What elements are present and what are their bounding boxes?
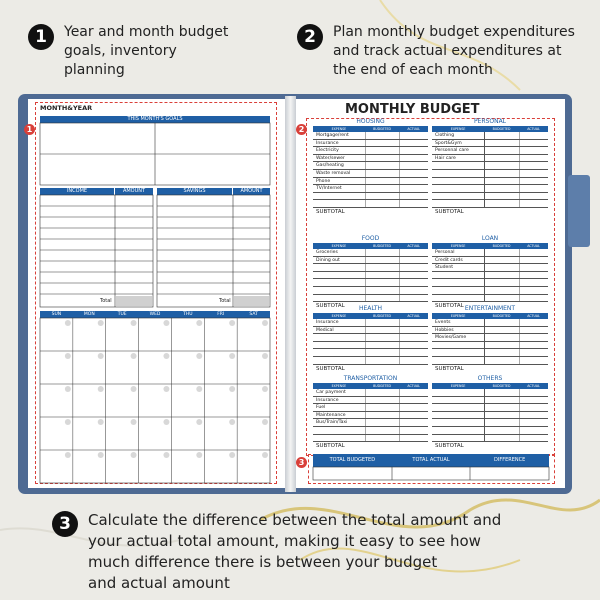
column-label: ACTUAL <box>527 127 540 131</box>
expense-row[interactable]: Insurance <box>313 319 428 327</box>
column-label: BUDGETED <box>492 244 511 248</box>
column-label: EXPENSE <box>331 244 347 248</box>
expense-row[interactable]: Waste removal <box>313 170 428 178</box>
column-label: EXPENSE <box>450 127 466 131</box>
expense-row[interactable]: Credit cards <box>432 257 548 265</box>
expense-row[interactable]: Student <box>432 264 548 272</box>
expense-row[interactable]: Gas/heating <box>313 162 428 170</box>
income-header: INCOME <box>40 188 114 195</box>
callout-number-3: 3 <box>52 511 78 537</box>
column-label: BUDGETED <box>492 127 511 131</box>
savings-header: SAVINGS <box>157 188 232 195</box>
expense-row[interactable] <box>432 287 548 295</box>
expense-row[interactable] <box>432 412 548 420</box>
callout-2 <box>297 23 575 80</box>
expense-row[interactable]: Electricity <box>313 147 428 155</box>
subtotal-label: SUBTOTAL <box>435 209 464 215</box>
savings-total-label: Total <box>219 298 231 304</box>
callout-3 <box>52 510 501 594</box>
expense-row[interactable] <box>313 279 428 287</box>
subtotal-label: SUBTOTAL <box>316 303 345 310</box>
column-label: EXPENSE <box>331 127 347 131</box>
expense-row[interactable] <box>313 342 428 350</box>
expense-row[interactable] <box>313 200 428 208</box>
expense-row[interactable]: Phone <box>313 178 428 186</box>
subtotal-label: SUBTOTAL <box>435 365 464 372</box>
income-grid <box>40 195 153 307</box>
column-label: BUDGETED <box>492 384 511 388</box>
expense-row[interactable]: Water/sewer <box>313 155 428 163</box>
month-year-label: MONTH&YEAR <box>40 104 93 112</box>
subtotal-label: SUBTOTAL <box>435 303 464 310</box>
expense-row[interactable] <box>432 200 548 208</box>
expense-row[interactable] <box>313 193 428 201</box>
expense-row[interactable]: Maintenance <box>313 412 428 420</box>
totals-bar <box>313 454 549 467</box>
expense-row[interactable] <box>432 419 548 427</box>
savings-amount-header: AMOUNT <box>233 188 270 195</box>
column-label: ACTUAL <box>407 384 420 388</box>
column-label: BUDGETED <box>373 314 391 318</box>
totals-grid <box>313 467 549 480</box>
callout-number-1: 1 <box>28 24 54 50</box>
marker-3: 3 <box>296 457 307 468</box>
calendar-grid <box>40 318 270 483</box>
callout-text-3: Calculate the difference between the total amount and your actual total amount, making it easy to see how much difference there is between your budget and actual amount <box>88 511 502 592</box>
expense-row[interactable]: Medical <box>313 327 428 335</box>
expense-row[interactable] <box>432 357 548 365</box>
section-title: TRANSPORTATION <box>343 375 398 382</box>
expense-row[interactable] <box>432 342 548 350</box>
column-label: BUDGETED <box>373 127 391 131</box>
budget-section-food <box>313 235 428 311</box>
column-label: ACTUAL <box>407 244 420 248</box>
expense-row[interactable] <box>432 193 548 201</box>
budget-section-others <box>432 375 548 451</box>
section-title: HEALTH <box>358 305 383 312</box>
column-label: ACTUAL <box>407 314 420 318</box>
column-label: ACTUAL <box>527 314 540 318</box>
expense-row[interactable]: TV/Internet <box>313 185 428 193</box>
total-budgeted-label: TOTAL BUDGETED <box>329 457 376 463</box>
callout-number-2: 2 <box>297 24 323 50</box>
column-label: EXPENSE <box>331 384 347 388</box>
expense-row[interactable] <box>432 162 548 170</box>
expense-row[interactable] <box>432 185 548 193</box>
column-label: ACTUAL <box>407 127 420 131</box>
budget-section-personal <box>432 118 548 217</box>
expense-row[interactable]: Clothing <box>432 132 548 140</box>
callout-1 <box>28 23 228 80</box>
section-title: PERSONAL <box>473 118 507 125</box>
savings-grid <box>157 195 270 307</box>
calendar-header <box>40 311 270 318</box>
expense-row[interactable]: Insurance <box>313 140 428 148</box>
expense-row[interactable]: Groceries <box>313 249 428 257</box>
budget-section-housing <box>313 118 428 217</box>
expense-row[interactable] <box>432 279 548 287</box>
goals-header: THIS MONTH'S GOALS <box>40 116 270 123</box>
expense-row[interactable]: Events <box>432 319 548 327</box>
expense-row[interactable] <box>313 272 428 280</box>
expense-row[interactable] <box>313 349 428 357</box>
expense-row[interactable] <box>313 435 428 443</box>
day-wed: WED <box>149 312 161 317</box>
section-title: OTHERS <box>477 375 503 382</box>
expense-row[interactable] <box>313 287 428 295</box>
expense-row[interactable] <box>313 295 428 303</box>
marker-2: 2 <box>296 124 307 135</box>
subtotal-label: SUBTOTAL <box>316 209 345 215</box>
expense-row[interactable]: Bus/Train/Taxi <box>313 419 428 427</box>
expense-row[interactable] <box>432 404 548 412</box>
expense-row[interactable] <box>432 170 548 178</box>
income-amount-header: AMOUNT <box>115 188 153 195</box>
day-sat: SAT <box>249 312 258 317</box>
income-total-label: Total <box>100 298 112 304</box>
day-mon: MON <box>83 312 95 317</box>
section-title: FOOD <box>361 235 380 242</box>
expense-row[interactable] <box>313 357 428 365</box>
expense-row[interactable]: Personal <box>432 249 548 257</box>
expense-row[interactable] <box>432 272 548 280</box>
total-actual-label: TOTAL ACTUAL <box>412 457 450 463</box>
expense-row[interactable] <box>432 178 548 186</box>
subtotal-label: SUBTOTAL <box>316 443 345 450</box>
expense-row[interactable]: Mortgage/rent <box>313 132 428 140</box>
expense-row[interactable]: Personnal care <box>432 147 548 155</box>
expense-row[interactable] <box>432 397 548 405</box>
elastic-strap <box>568 175 590 247</box>
expense-row[interactable] <box>432 435 548 443</box>
expense-row[interactable] <box>432 389 548 397</box>
difference-label: DIFFERENCE <box>494 457 526 463</box>
subtotal-label: SUBTOTAL <box>316 365 345 372</box>
column-label: BUDGETED <box>373 244 391 248</box>
expense-row[interactable] <box>313 427 428 435</box>
expense-row[interactable] <box>432 349 548 357</box>
column-label: ACTUAL <box>527 244 540 248</box>
expense-row[interactable]: Car payment <box>313 389 428 397</box>
section-title: ENTERTAINMENT <box>464 305 516 312</box>
section-title: LOAN <box>481 235 499 242</box>
budget-section-transportation <box>313 375 428 451</box>
expense-row[interactable]: Dining out <box>313 257 428 265</box>
budget-section-health <box>313 305 428 374</box>
expense-row[interactable]: Hobbies <box>432 327 548 335</box>
day-fri: FRI <box>217 312 225 317</box>
day-sun: SUN <box>51 312 62 317</box>
expense-row[interactable] <box>313 334 428 342</box>
expense-row[interactable]: Sport&Gym <box>432 140 548 148</box>
savings-total-box <box>234 296 269 306</box>
expense-row[interactable] <box>432 295 548 303</box>
expense-row[interactable]: Movies/Game <box>432 334 548 342</box>
goals-grid <box>40 123 270 185</box>
column-label: ACTUAL <box>527 384 540 388</box>
column-label: BUDGETED <box>373 384 391 388</box>
column-label: BUDGETED <box>492 314 511 318</box>
marker-1: 1 <box>24 124 35 135</box>
column-label: EXPENSE <box>450 244 466 248</box>
callout-text-1: Year and month budget goals, inventory planning <box>64 24 229 78</box>
section-title: HOUSING <box>356 118 385 125</box>
expense-row[interactable]: Hair care <box>432 155 548 163</box>
day-tue: TUE <box>117 312 127 317</box>
budget-section-loan <box>432 235 548 311</box>
column-label: EXPENSE <box>450 384 466 388</box>
budget-section-entertainment <box>432 305 548 374</box>
expense-row[interactable]: Insurance <box>313 397 428 405</box>
income-total-box <box>116 296 152 306</box>
day-thu: THU <box>183 312 193 317</box>
expense-row[interactable] <box>432 427 548 435</box>
subtotal-label: SUBTOTAL <box>435 443 464 450</box>
column-label: EXPENSE <box>331 314 347 318</box>
callout-text-2: Plan monthly budget expenditures and track actual expenditures at the end of each month <box>333 24 575 78</box>
expense-row[interactable] <box>313 264 428 272</box>
monthly-budget-title: MONTHLY BUDGET <box>345 102 480 117</box>
column-label: EXPENSE <box>450 314 466 318</box>
expense-row[interactable]: Fuel <box>313 404 428 412</box>
book-spine <box>285 96 296 492</box>
